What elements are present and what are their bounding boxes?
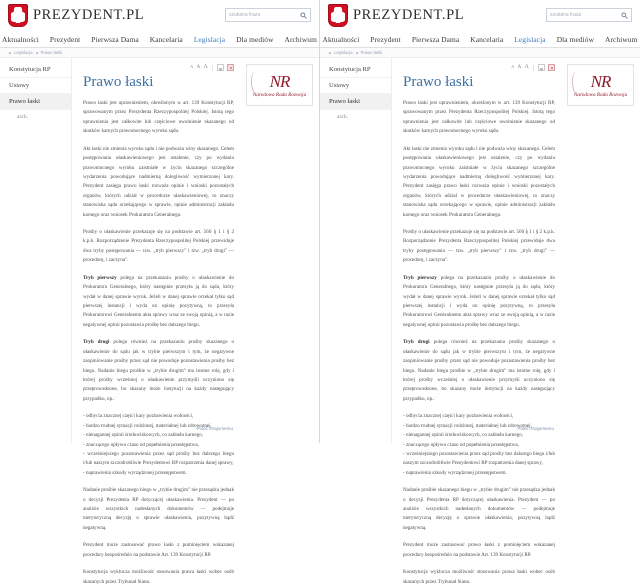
site-header — [320, 0, 640, 31]
article-paragraph: Prezydent może zastosować prawo łaski z pominięciem wskazanej procedury bezpośrednio na podstawie Art. 139 Konstytucji RP. — [403, 542, 555, 558]
list-item: - nienagannej opinii środowiskowych, co zakładu karnego, — [403, 431, 555, 440]
list-item: - naprawienia szkody wyrządzonej przestępstwem. — [83, 469, 234, 478]
narodowa-rada-rozwoju-banner[interactable] — [246, 64, 313, 106]
nav-item-legislacja[interactable]: Legislacja — [193, 34, 226, 44]
nav-item-dla-mediow[interactable]: Dla mediów — [556, 34, 595, 44]
pdf-icon[interactable] — [548, 64, 555, 71]
page-pane-left — [0, 0, 320, 585]
page-title: Prawo łaski — [83, 74, 154, 90]
list-item: - bardzo trudnej sytuacji rodzinnej, materialnej lub zdrowotnej, — [83, 422, 234, 431]
lead-label: Tryb drugi — [83, 339, 110, 346]
sidebar-item-konstytucja-rp[interactable]: Konstytucja RP — [320, 62, 391, 78]
breadcrumb — [0, 48, 319, 58]
breadcrumb-bullet-icon — [36, 52, 38, 54]
lead-label: Tryb pierwszy — [83, 274, 117, 281]
banner-monogram: NR — [269, 71, 290, 91]
section-sidebar — [320, 58, 392, 443]
list-item: - wcześniejszego pozostawienia przez sąd prośby bez dalszego biegu i/lub naszym szczodrobliwie Prezydentowi RP rozpatrzenia danej sprawy, — [403, 450, 555, 469]
page-pane-right — [320, 0, 640, 585]
list-item: - odbycia znacznej części kary pozbawienia wolności, — [403, 412, 555, 421]
article-paragraph-lead — [403, 338, 555, 404]
font-size-large-button[interactable]: A — [524, 63, 529, 71]
site-brand[interactable] — [8, 4, 144, 27]
narodowa-rada-rozwoju-banner[interactable] — [567, 64, 634, 106]
search-input[interactable] — [550, 12, 621, 18]
article-column — [72, 58, 243, 585]
breadcrumb-item-1[interactable]: Legislacja — [14, 50, 33, 55]
nav-item-archiwum[interactable]: Archiwum — [284, 34, 317, 44]
nav-item-aktualnosci[interactable]: Aktualności — [322, 34, 360, 44]
font-size-medium-button[interactable]: A — [517, 63, 522, 70]
font-size-large-button[interactable]: A — [203, 63, 208, 71]
nav-item-prezydent[interactable]: Prezydent — [370, 34, 401, 44]
sidebar-item-konstytucja-rp[interactable]: Konstytucja RP — [0, 62, 71, 78]
list-item: - znaczącego upływu czasu od popełnienia przestępstwa, — [403, 441, 555, 450]
lead-text: polega również na przekazaniu prośby skazanego o ułaskawienie do sądu jak w trybie pierwszym i tym, że negatywne zaopiniowanie prośby przez sąd nie powoduje pozostawienia prośby bez biegu. Nadanie biegu prośbie w „trybie drugim" ma istotne rolę, gdy i której prośby wcześniej o ułaskawienie przymyśli uczyniono się przeprowadzone, bo skazany może instytucji na każdy następujący przypadku, np.: — [403, 339, 555, 402]
recommend-link[interactable]: Poleć znajomemu — [517, 426, 554, 431]
article-column — [392, 58, 564, 585]
breadcrumb-item-2[interactable]: Prawo łaski — [360, 50, 383, 55]
lead-text: polega na przekazaniu prośby o ułaskawienie do Prokuratora Generalnego, który następnie przesyła ją do sądu, który wydał w danej sprawie wyrok. Jeżeli w danej sprawie orzekał tylko sąd pierwszej instancji i wyda on opinię pozytywną, to przesyła Prokuratorowi Generalnemu akta sprawy wraz ze swoją opinią, a w razie negatywnej opinii pozostawia prośbę bez dalszego biegu. — [403, 274, 555, 328]
lead-label: Tryb pierwszy — [403, 274, 437, 281]
article-paragraph: Prawo łaski jest uprawnieniem, określonym w art. 139 Konstytucji RP, sprawowanym przez Prezydenta Rzeczypospolitej Polskiej. Istotą tego uprawnienia jest całkowite lub częściowe uwolnienie skazanego od skutków karnych prawomocnego wyroku sądu. — [83, 100, 234, 135]
main-navigation — [320, 31, 640, 48]
article-paragraph: Prośby o ułaskawienie przekazuje się na podstawie art. 560 § 1 i § 2 k.p.k. Rozporządzenie Prezydenta Rzeczypospolitej Polskiej przewiduje dwa tryby postępowania — tzw. „tryb pierwszy" i tzw. „tryb drugi" — procedurę, i zaczyna". — [403, 229, 555, 264]
article-paragraph: Konstytucja wyklucza możliwość stosowania prawa łaski wobec osób skazanych przez Trybunał Stanu. — [83, 569, 234, 585]
font-size-medium-button[interactable]: A — [196, 63, 201, 70]
article-bullet-list — [83, 412, 234, 478]
article-paragraph: Prawo łaski jest uprawnieniem, określonym w art. 139 Konstytucji RP, sprawowanym przez Prezydenta Rzeczypospolitej Polskiej. Istotą tego uprawnienia jest całkowite lub częściowe uwolnienie skazanego od skutków karnych prawomocnego wyroku sądu. — [403, 100, 555, 135]
article-paragraph: Konstytucja wyklucza możliwość stosowania prawa łaski wobec osób skazanych przez Trybunał Stanu. — [403, 569, 555, 585]
article-paragraph-lead — [83, 338, 234, 404]
banner-monogram: NR — [590, 71, 611, 91]
breadcrumb-bullet-icon — [9, 52, 11, 54]
sidebar-item-prawo-laski[interactable]: Prawo łaski — [320, 94, 391, 110]
font-size-small-button[interactable]: A — [511, 64, 515, 70]
widget-column — [243, 58, 319, 443]
article-bullet-list — [403, 412, 555, 478]
list-item: - odbycia znacznej części kary pozbawienia wolności, — [83, 412, 234, 421]
pdf-icon[interactable] — [227, 64, 234, 71]
nav-item-archiwum[interactable]: Archiwum — [605, 34, 638, 44]
site-header — [0, 0, 319, 31]
list-item: - nienagannej opinii środowiskowych, co zakładu karnego, — [83, 431, 234, 440]
list-item: - bardzo trudnej sytuacji rodzinnej, materialnej lub zdrowotnej, — [403, 422, 555, 431]
article-toolbar — [403, 63, 555, 72]
banner-caption: Narodowa Rada Rozwoju — [573, 91, 628, 98]
article-paragraph: Nadanie prośbie skazanego biegu w „trybie drugim" nie przesądza jednak o decyzji Prezydenta RP dotyczącej ułaskawienia. Prezydent — po analizie wszystkich nadesłanych dokumentów — podejmuje merytoryczną decyzję o sprawie ułaskawienia, pozytywną bądź negatywną. — [403, 487, 555, 531]
site-wordmark: PREZYDENT.PL — [33, 7, 145, 23]
article-paragraph: Akt łaski nie zmienia wyroku sądu i nie podważa winy skazanego. Celem postępowania ułaskawieniowego jest ustalenie, czy po wydaniu prawomocnego wyroku zaistniałe w życiu skazanego szczególne wydarzenia powodujące nadmierną dolegliwość wymierzonej kary. Prezydent zasięga prawo łaski rozważa opinie i wnioski pozostałych organów, których udział w procedurze ułaskawieniowej, to znaczy stanowiska sądu orzekającego w sprawie, opinie administracji zakładu karnego oraz wniosek Prokuratora Generalnego. — [403, 145, 555, 218]
banner-swoosh-icon — [249, 70, 266, 98]
breadcrumb — [320, 48, 640, 58]
search-box[interactable] — [546, 8, 632, 22]
widget-column — [564, 58, 640, 443]
font-size-small-button[interactable]: A — [190, 64, 194, 70]
article-paragraph: Akt łaski nie zmienia wyroku sądu i nie podważa winy skazanego. Celem postępowania ułaskawieniowego jest ustalenie, czy po wydaniu prawomocnego wyroku zaistniałe w życiu skazanego szczególne wydarzenia powodujące nadmierną dolegliwość wymierzonej kary. Prezydent zasięga prawo łaski rozważa opinie i wnioski pozostałych organów, których udział w procedurze ułaskawieniowej, to znaczy stanowiska sądu orzekającego w sprawie, opinie administracji zakładu karnego oraz wniosek Prokuratora Generalnego. — [83, 145, 234, 218]
sidebar-item-prawo-laski[interactable]: Prawo łaski — [0, 94, 71, 110]
nav-item-prezydent[interactable]: Prezydent — [49, 34, 81, 44]
sidebar-item-arch[interactable]: arch. — [337, 114, 349, 120]
sidebar-item-ustawy[interactable]: Ustawy — [0, 78, 71, 94]
section-sidebar — [0, 58, 72, 443]
recommend-link[interactable]: Poleć znajomemu — [196, 426, 233, 431]
site-wordmark: PREZYDENT.PL — [353, 7, 465, 23]
list-item: - wcześniejszego pozostawienia przez sąd prośby bez dalszego biegu i/lub naszym szczodrobliwie Prezydentowi RP rozpatrzenia danej sprawy, — [83, 450, 234, 469]
page-body — [320, 58, 640, 585]
breadcrumb-bullet-icon — [356, 52, 358, 54]
article-toolbar — [83, 63, 234, 72]
printer-icon[interactable] — [538, 64, 545, 71]
polish-eagle-crest-icon — [328, 4, 348, 27]
search-input[interactable] — [229, 12, 300, 18]
toolbar-divider — [212, 65, 213, 71]
nav-item-legislacja[interactable]: Legislacja — [514, 34, 546, 44]
list-item: - naprawienia szkody wyrządzonej przestępstwem. — [403, 469, 555, 478]
article-paragraph: Prośby o ułaskawienie przekazuje się na podstawie art. 560 § 1 i § 2 k.p.k. Rozporządzenie Prezydenta Rzeczypospolitej Polskiej przewiduje dwa tryby postępowania — tzw. „tryb pierwszy" i tzw. „tryb drugi" — procedurę, i zaczyna". — [83, 229, 234, 264]
search-box[interactable] — [225, 8, 311, 22]
nav-item-aktualnosci[interactable]: Aktualności — [2, 34, 39, 44]
lead-label: Tryb drugi — [403, 339, 430, 346]
nav-item-dla-mediow[interactable]: Dla mediów — [236, 34, 274, 44]
printer-icon[interactable] — [217, 64, 224, 71]
breadcrumb-item-2[interactable]: Prawo łaski — [40, 50, 63, 55]
list-item: - znaczącego upływu czasu od popełnienia przestępstwa, — [83, 441, 234, 450]
breadcrumb-item-1[interactable]: Legislacja — [334, 50, 353, 55]
lead-text: polega na przekazaniu prośby o ułaskawienie do Prokuratora Generalnego, który następnie przesyła ją do sądu, który wydał w danej sprawie wyrok. Jeżeli w danej sprawie orzekał tylko sąd pierwszej instancji i wyda on opinię pozytywną, to przesyła Prokuratorowi Generalnemu akta sprawy wraz ze swoją opinią, a w razie negatywnej opinii pozostawia prośbę bez dalszego biegu. — [83, 274, 234, 328]
nav-item-kancelaria[interactable]: Kancelaria — [149, 34, 183, 44]
lead-text: polega również na przekazaniu prośby skazanego o ułaskawienie do sądu jak w trybie pierwszym i tym, że negatywne zaopiniowanie prośby przez sąd nie powoduje pozostawienia prośby bez biegu. Nadanie biegu prośbie w „trybie drugim" ma istotne rolę, gdy i której prośby wcześniej o ułaskawienie przymyśli uczyniono się przeprowadzone, bo skazany może instytucji na każdy następujący przypadku, np.: — [83, 339, 234, 402]
article-paragraph: Prezydent może zastosować prawo łaski z pominięciem wskazanej procedury bezpośrednio na podstawie Art. 139 Konstytucji RP. — [83, 542, 234, 558]
page-title: Prawo łaski — [403, 74, 474, 90]
nav-item-kancelaria[interactable]: Kancelaria — [470, 34, 504, 44]
sidebar-item-ustawy[interactable]: Ustawy — [320, 78, 391, 94]
page-body — [0, 58, 319, 585]
polish-eagle-crest-icon — [8, 4, 28, 27]
article-paragraph: Nadanie prośbie skazanego biegu w „trybie drugim" nie przesądza jednak o decyzji Prezydenta RP dotyczącej ułaskawienia. Prezydent — po analizie wszystkich nadesłanych dokumentów — podejmuje merytoryczną decyzję o sprawie ułaskawienia, pozytywną bądź negatywną. — [83, 487, 234, 531]
banner-caption: Narodowa Rada Rozwoju — [252, 91, 307, 98]
breadcrumb-bullet-icon — [329, 52, 331, 54]
article-paragraph-lead — [403, 274, 555, 331]
nav-item-pierwsza-dama[interactable]: Pierwsza Dama — [411, 34, 460, 44]
main-navigation — [0, 31, 319, 48]
nav-item-pierwsza-dama[interactable]: Pierwsza Dama — [91, 34, 139, 44]
search-icon[interactable] — [300, 12, 307, 19]
banner-swoosh-icon — [570, 70, 587, 98]
article-paragraph-lead — [83, 274, 234, 331]
search-icon[interactable] — [621, 12, 628, 19]
site-brand[interactable] — [328, 4, 464, 27]
toolbar-divider — [533, 65, 534, 71]
sidebar-item-arch[interactable]: arch. — [17, 114, 29, 120]
